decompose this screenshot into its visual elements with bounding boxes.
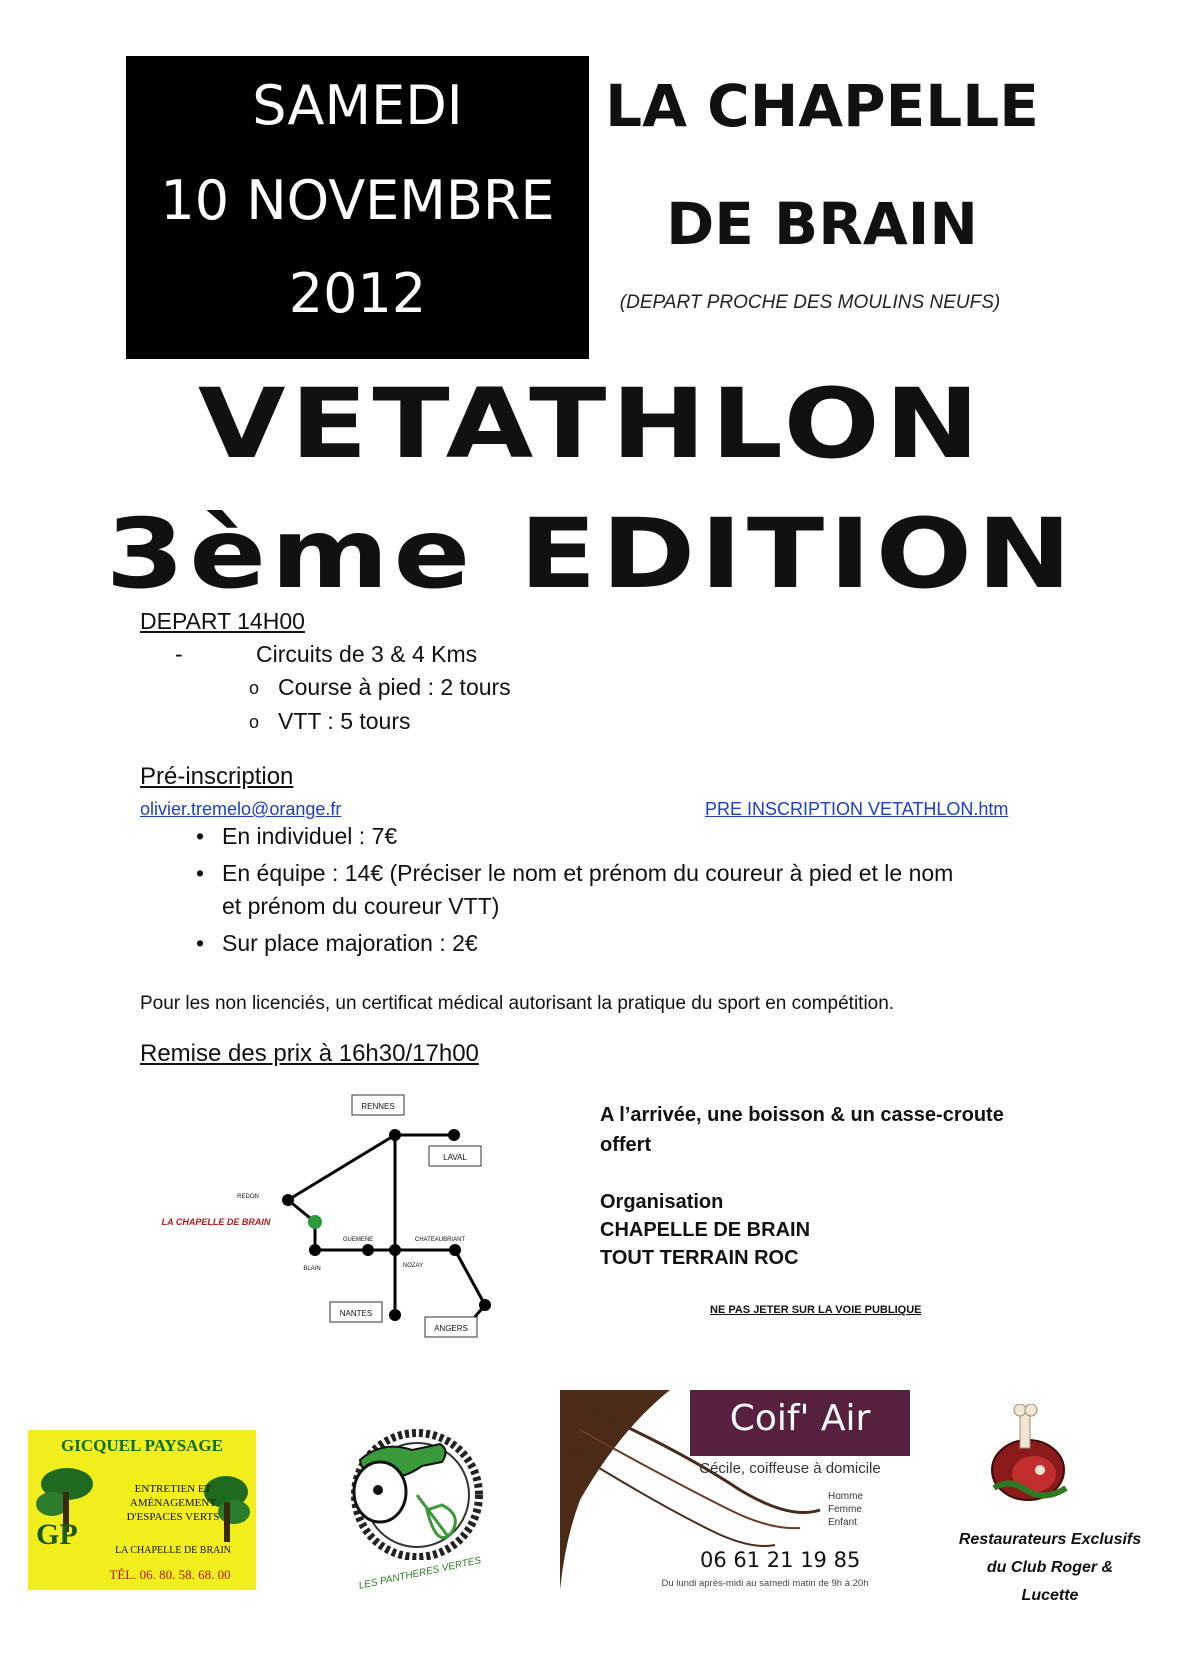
sponsor-pantheres-label: LES PANTHERES VERTES — [357, 1555, 483, 1592]
list-item: Sur place majoration : 2€ — [222, 930, 478, 956]
map-label-angers: ANGERS — [434, 1324, 468, 1333]
event-edition: 3ème EDITION — [105, 498, 1077, 610]
date-day: SAMEDI — [252, 74, 463, 137]
medical-notice: Pour les non licenciés, un certificat médical autorisant la pratique du sport en compétition. — [140, 993, 895, 1014]
sponsor-gicquel-monogram: GP — [36, 1518, 78, 1551]
event-title: VETATHLON — [197, 368, 985, 480]
service-line: ENTRETIEN ET — [134, 1483, 212, 1495]
date-year: 2012 — [288, 262, 427, 325]
arrival-line1: A l’arrivée, une boisson & un casse-croute — [600, 1104, 1004, 1126]
sub-bullet: o — [249, 678, 260, 698]
client-type: Homme — [828, 1491, 864, 1502]
sponsor-restaurateurs — [940, 1526, 1160, 1610]
restaurateurs-line: Restaurateurs Exclusifs — [958, 1531, 1142, 1548]
prize-ceremony: Remise des prix à 16h30/17h00 — [140, 1040, 479, 1067]
date-box — [126, 56, 589, 359]
email-link[interactable]: olivier.tremelo@orange.fr — [140, 799, 342, 819]
map-label-blain: BLAIN — [303, 1266, 321, 1272]
organisation-line1: CHAPELLE DE BRAIN — [600, 1219, 811, 1241]
sponsor-gicquel-town: LA CHAPELLE DE BRAIN — [115, 1545, 231, 1556]
list-item: VTT : 5 tours — [278, 708, 411, 734]
coifair-tagline: Cécile, coiffeuse à domicile — [699, 1460, 881, 1477]
map-label-nozay: NOZAY — [402, 1263, 424, 1269]
map-label-rennes: RENNES — [361, 1102, 395, 1111]
coifair-clients — [828, 1490, 863, 1529]
coifair-hours: Du lundi après-midi au samedi matin de 9h à 20h — [661, 1578, 869, 1589]
sponsor-gicquel-logo — [28, 1430, 256, 1590]
client-type: Enfant — [828, 1517, 857, 1528]
coifair-phone: 06 61 21 19 85 — [700, 1548, 861, 1572]
litter-notice: NE PAS JETER SUR LA VOIE PUBLIQUE — [710, 1304, 922, 1316]
map-label-lachapelle: LA CHAPELLE DE BRAIN — [161, 1217, 271, 1227]
map-label-chateaubriant: CHATEAUBRIANT — [414, 1237, 466, 1243]
map-label-guemene: GUEMENE — [342, 1237, 374, 1243]
bullet: • — [196, 930, 205, 956]
service-line: D'ESPACES VERTS — [126, 1511, 220, 1523]
preinscription-link[interactable]: PRE INSCRIPTION VETATHLON.htm — [705, 799, 1009, 819]
sponsor-gicquel-services — [98, 1482, 248, 1524]
list-item: En équipe : 14€ (Préciser le nom et prénom du coureur à pied et le nom — [222, 860, 954, 886]
location-line2: DE BRAIN — [666, 190, 978, 258]
circuits-text: Circuits de 3 & 4 Kms — [256, 641, 478, 667]
sponsor-coifair-card — [560, 1390, 910, 1600]
location-subtitle: (DEPART PROCHE DES MOULINS NEUFS) — [619, 292, 1001, 313]
map-start-marker — [308, 1215, 322, 1229]
restaurateurs-line: du Club Roger & — [986, 1559, 1114, 1576]
route-map — [140, 1090, 530, 1350]
date-month: 10 NOVEMBRE — [160, 169, 555, 232]
sponsor-gicquel-tel: TÉL. 06. 80. 58. 68. 00 — [109, 1567, 231, 1582]
depart-heading: DEPART 14H00 — [140, 608, 305, 634]
list-item: En individuel : 7€ — [222, 823, 398, 849]
dash-marker: - — [175, 641, 183, 667]
bullet: • — [196, 860, 205, 886]
service-line: AMÉNAGEMENT — [129, 1497, 217, 1509]
arrival-notice — [600, 1100, 1040, 1160]
arrival-line2: offert — [600, 1134, 652, 1156]
ham-icon — [980, 1404, 1090, 1514]
location-line1: LA CHAPELLE — [605, 72, 1039, 140]
sponsor-gicquel-name: GICQUEL PAYSAGE — [60, 1436, 223, 1455]
preinscription-heading: Pré-inscription — [140, 763, 294, 790]
client-type: Femme — [828, 1504, 862, 1515]
coifair-name: Coif' Air — [729, 1398, 871, 1439]
list-item-continuation: et prénom du coureur VTT) — [222, 893, 500, 919]
list-item: Course à pied : 2 tours — [278, 674, 511, 700]
restaurateurs-line: Lucette — [1021, 1587, 1079, 1604]
panther-wheel-logo — [342, 1420, 492, 1560]
bullet: • — [196, 823, 205, 849]
organisation-heading: Organisation — [600, 1191, 724, 1213]
sub-bullet: o — [249, 712, 260, 732]
map-label-nantes: NANTES — [339, 1309, 373, 1318]
map-label-laval: LAVAL — [443, 1153, 467, 1162]
organisation-line2: TOUT TERRAIN ROC — [600, 1247, 799, 1269]
map-label-redon: REDON — [237, 1194, 259, 1200]
organisation-block — [600, 1188, 810, 1272]
